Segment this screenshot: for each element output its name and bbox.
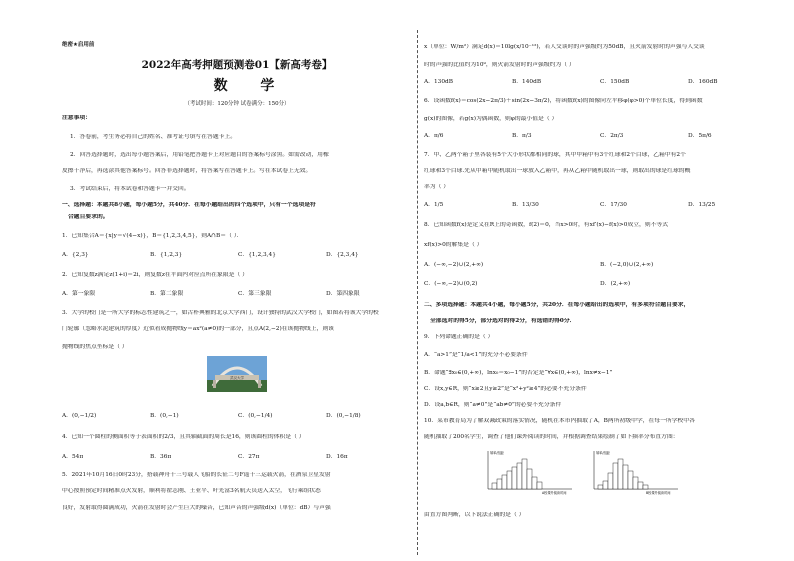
- question-5-cont: x（单位：W/m²）满足d(x)＝10lg(x/10⁻¹²)，若人交谈时的声强级约为50dB，且火箭发射时的声强与人交谈: [424, 44, 705, 50]
- q8-option-b[interactable]: B．(−2,0)∪(2,+∞): [600, 262, 654, 268]
- q2-option-b[interactable]: B．第二象限: [150, 291, 184, 297]
- q6-option-b[interactable]: B．π/3: [512, 133, 532, 139]
- section-two-heading-cont: 全部选对的得5分，部分选对的得2分，有选错的得0分．: [430, 318, 576, 324]
- q3-option-d[interactable]: D．(0,−1/8): [326, 413, 361, 419]
- photo-gate-text: 武汉大学: [230, 376, 244, 380]
- histogram-b-ylabel: 频率/组距: [596, 451, 610, 455]
- q4-option-d[interactable]: D．16π: [326, 454, 348, 460]
- question-4: 4．已知一个圆柱的侧面积等于表面积的2/3，且其轴截面的周长是16，则该圆柱的体积是（ ）: [62, 434, 305, 440]
- q9-option-b[interactable]: B．命题“∃x₀∈(0,+∞)，lnx₀＝x₀−1”的否定是“∀x∈(0,+∞)，lnx≠x−1”: [424, 370, 613, 376]
- notice-heading: 注意事项：: [62, 115, 91, 121]
- q7-option-b[interactable]: B．13/30: [512, 202, 539, 208]
- q3-option-a[interactable]: A．(0,−1/2): [62, 413, 97, 419]
- question-10-line: 随机抽取了200名学生，调查了他们课外阅读的时间，并根据调查结果绘制了如下频率分布直方图：: [424, 434, 679, 440]
- q3-option-b[interactable]: B．(0,−1): [150, 413, 179, 419]
- notice-item: 3．考试结束后，将本试卷和答题卡一并交回。: [70, 186, 190, 192]
- q7-option-d[interactable]: D．13/25: [688, 202, 716, 208]
- question-3-line: 3．大学的校门是一所大学的标志性建筑之一，如古朴典雅的北京大学西门，设计独特的武汉大学校门，如图若将该大学的校: [62, 310, 379, 316]
- school-gate-photo: [207, 356, 267, 392]
- q4-option-b[interactable]: B．36π: [150, 454, 172, 460]
- question-3-line: 门轮廓（忽略水泥建筑的厚度）近似看成抛物线y＝ax²(a≠0)的一部分，且点A(2,−2)在该抛物线上，则该: [62, 326, 334, 332]
- question-5-line: 5．2021年10月16日0时23分，搭载神舟十三号载人飞船的长征二号F遥十三运载火箭，在酒泉卫星发射: [62, 472, 331, 478]
- notice-item: 2．回答选择题时，选出每小题答案后，用铅笔把答题卡上对应题目的答案标号涂黑。如需改动，用橡: [70, 152, 329, 158]
- histogram-school-b: [586, 449, 682, 495]
- question-1: 1．已知集合A＝{x|y＝√(4−x)}，B＝{1,2,3,4,5}，则A∩B＝（ ）．: [62, 233, 243, 239]
- q1-option-d[interactable]: D．{2,3,4}: [326, 252, 359, 258]
- question-7-line: 率为（ ）: [424, 184, 450, 190]
- question-7-line: 7．甲、乙两个箱子里各装有5个大小形状都相同的球，其中甲箱中有3个红球和2个白球，乙箱中有2个: [424, 152, 686, 158]
- question-8-line: 8．已知函数f(x)是定义在R上的奇函数，f(2)＝0，当x>0时，有xf′(x)−f(x)>0成立，则不等式: [424, 222, 669, 228]
- q9-option-a[interactable]: A．“a>1”是“1/a<1”的充分不必要条件: [424, 352, 528, 358]
- histogram-b-xlabel: B校课外阅读时间: [646, 491, 671, 495]
- question-6-line: 6．设函数f(x)＝cos(2x−2π/3)＋sin(2x−3π/2)，将函数f(x)的图像向左平移φ(φ>0)个单位长度，得到函数: [424, 98, 703, 104]
- q5-option-b[interactable]: B．140dB: [512, 79, 542, 85]
- histogram-a-xlabel: A校课外阅读时间: [542, 491, 567, 495]
- q1-option-c[interactable]: C．{1,2,3,4}: [238, 252, 276, 258]
- q7-option-c[interactable]: C．17/30: [600, 202, 627, 208]
- question-5-cont: 时的声强的比值约为10⁹，则火箭发射时的声强级约为（ ）: [424, 62, 575, 68]
- question-6-line: g(x)的图像，若g(x)为偶函数，则φ的最小值是（ ）: [424, 116, 558, 122]
- q8-option-a[interactable]: A．(−∞,−2)∪(2,+∞): [424, 262, 484, 268]
- q4-option-c[interactable]: C．27π: [238, 454, 260, 460]
- section-one-heading: 一、选择题：本题共8小题，每小题5分，共40分．在每小题给出的四个选项中，只有一个选项是符: [62, 202, 316, 208]
- question-2: 2．已知复数z满足z(1+i)＝2i，则复数z在平面内对应点所在象限是（ ）: [62, 272, 248, 278]
- q6-option-d[interactable]: D．5π/6: [688, 133, 712, 139]
- q6-option-c[interactable]: C．2π/3: [600, 133, 624, 139]
- question-7-line: 红球和3个白球.先从甲箱中随机取出一球放入乙箱中，再从乙箱中随机取出一球，则取出的球是红球的概: [424, 168, 691, 174]
- q4-option-a[interactable]: A．54π: [62, 454, 84, 460]
- histogram-school-a: [480, 449, 576, 495]
- q6-option-a[interactable]: A．π/6: [424, 133, 444, 139]
- question-5-line: 中心按照预定时间精准点火发射，顺利将翟志刚、王亚平、叶光富3名航天员送入太空，飞行乘组状态: [62, 488, 321, 494]
- q2-option-d[interactable]: D．第四象限: [326, 291, 360, 297]
- q5-option-c[interactable]: C．150dB: [600, 79, 630, 85]
- q5-option-d[interactable]: D．160dB: [688, 79, 718, 85]
- question-3-line: 抛物线的焦点坐标是（ ）: [62, 344, 128, 350]
- secret-stamp: 绝密★启用前: [62, 42, 95, 48]
- question-10-tail: 由直方图判断，以下说法正确的是（ ）: [424, 512, 525, 518]
- subject-title: 数 学: [213, 78, 289, 94]
- q7-option-a[interactable]: A．1/5: [424, 202, 444, 208]
- q8-option-c[interactable]: C．(−∞,−2)∪(0,2): [424, 281, 478, 287]
- section-one-heading-cont: 合题目要求的。: [68, 214, 109, 220]
- notice-item: 皮擦干净后，再选涂其他答案标号。回答非选择题时，将答案写在答题卡上。写在本试卷上无效。: [62, 168, 312, 174]
- q2-option-a[interactable]: A．第一象限: [62, 291, 96, 297]
- q9-option-c[interactable]: C．设x,y∈R，则“x≥2且y≥2”是“x²+y²≥4”的必要不充分条件: [424, 386, 587, 392]
- right-column: [424, 0, 774, 561]
- q8-option-d[interactable]: D．(2,+∞): [600, 281, 631, 287]
- q5-option-a[interactable]: A．130dB: [424, 79, 454, 85]
- question-9: 9．下列命题正确的是（ ）: [424, 334, 494, 340]
- q9-option-d[interactable]: D．设a,b∈R，则“a≠0”是“ab≠0”的必要不充分条件: [424, 402, 562, 408]
- question-8-line: xf(x)>0的解集是（ ）: [424, 242, 483, 248]
- question-5-line: 良好，发射取得圆满成功，火箭在发射时会产生巨大的噪音，已知声音的声强级d(x)（单位：dB）与声强: [62, 505, 331, 511]
- q3-option-c[interactable]: C．(0,−1/4): [238, 413, 273, 419]
- histogram-a-ylabel: 频率/组距: [490, 451, 504, 455]
- column-divider: [417, 30, 418, 555]
- q1-option-a[interactable]: A．{2,3}: [62, 252, 89, 258]
- exam-title: 2022年高考押题预测卷01【新高考卷】: [141, 59, 333, 71]
- notice-item: 1．答卷前，考生务必将自己的姓名、准考证号填写在答题卡上。: [70, 134, 237, 140]
- section-two-heading: 二、多项选择题：本题共4小题，每小题5分，共20分．在每小题给出的选项中，有多项符合题目要求，: [424, 302, 690, 308]
- exam-info: （考试时间：120分钟 试卷满分：150分）: [184, 101, 290, 107]
- q1-option-b[interactable]: B．{1,2,3}: [150, 252, 183, 258]
- histogram-a-bars: [492, 459, 542, 489]
- left-column: [62, 0, 412, 561]
- histogram-b-bars: [598, 459, 648, 489]
- question-10-line: 10．某市教育局为了解双减政策的落实情况，随机在本市内抽取了A，B两所初级中学，在每一所学校中各: [424, 418, 695, 424]
- q2-option-c[interactable]: C．第三象限: [238, 291, 272, 297]
